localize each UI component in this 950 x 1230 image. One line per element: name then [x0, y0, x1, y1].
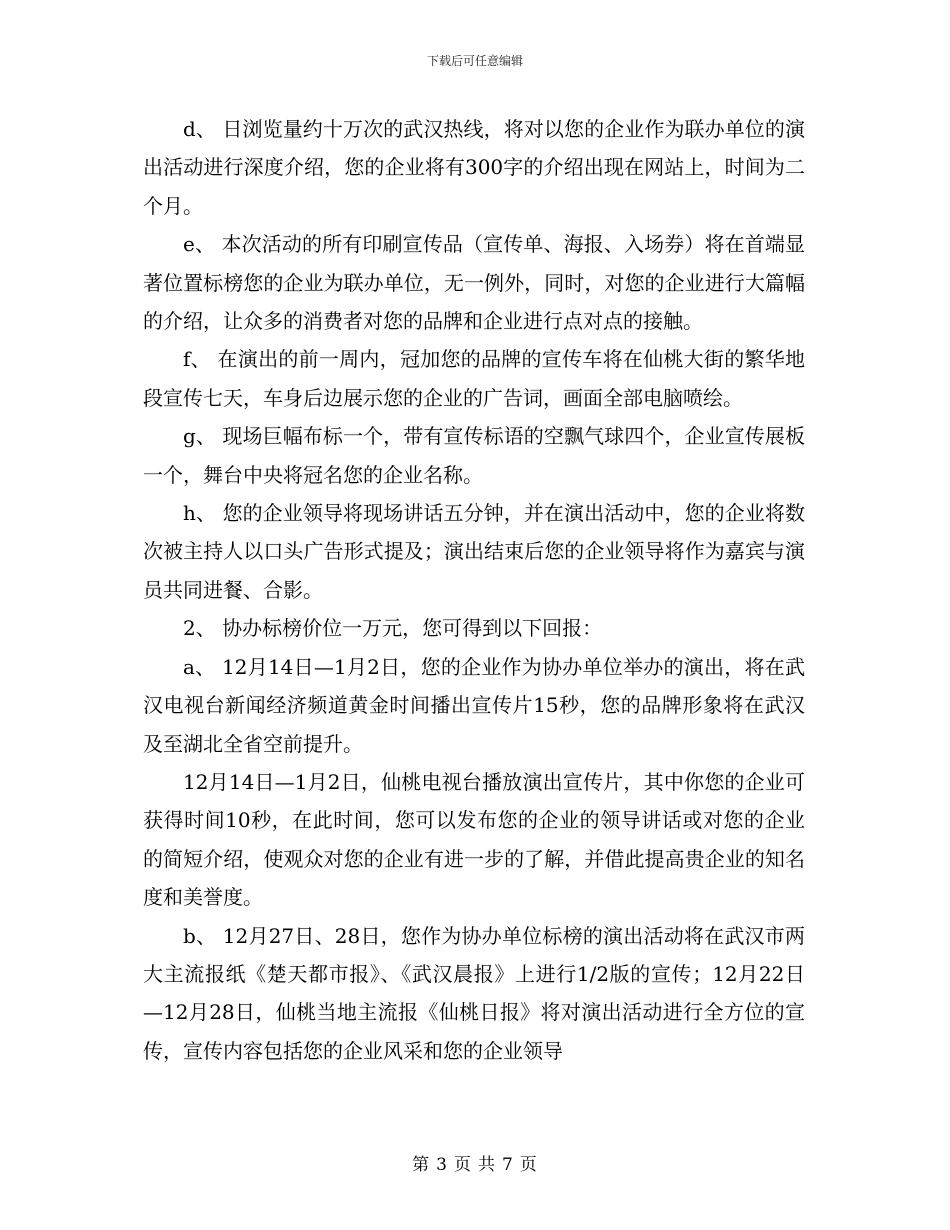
page-header: 下载后可任意编辑 [426, 54, 523, 68]
footer-total-pages: 7 [502, 1155, 514, 1175]
paragraph-section-2: 2、 协办标榜价位一万元，您可得到以下回报： [183, 616, 603, 641]
document-body [143, 110, 805, 1070]
paragraph-h: h、 您的企业领导将现场讲话五分钟，并在演出活动中，您的企业将数次被主持人以口头广告形式提及；演出结束后您的企业领导将作为嘉宾与演员共同进餐、合影。 [143, 501, 805, 602]
paragraph-a: a、 12月14日—1月2日，您的企业作为协办单位举办的演出，将在武汉电视台新闻经济频道黄金时间播出宣传片15秒，您的品牌形象将在武汉及至湖北全省空前提升。 [143, 654, 805, 756]
footer-label-total: 共 [478, 1155, 496, 1175]
paragraph-d: d、 日浏览量约十万次的武汉热线，将对以您的企业作为联办单位的演出活动进行深度介绍，您的企业将有300字的介绍出现在网站上，时间为二个月。 [143, 117, 805, 218]
paragraph-e: e、 本次活动的所有印刷宣传品（宣传单、海报、入场券）将在首端显著位置标榜您的企业为联办单位，无一例外，同时，对您的企业进行大篇幅的介绍，让众多的消费者对您的品牌和企业进行点对点的接触。 [143, 232, 805, 334]
footer-label-page-unit: 页 [454, 1155, 472, 1175]
page-footer [0, 1154, 950, 1176]
paragraph-b: b、 12月27日、28日，您作为协办单位标榜的演出活动将在武汉市两大主流报纸《楚天都市报》、《武汉晨报》上进行1/2版的宣传；12月22日—12月28日，仙桃当地主流报《仙桃日报》将对演出活动进行全方位的宣传，宣传内容包括您的企业风采和您的企业领导 [143, 923, 805, 1063]
paragraph-a-continued: 12月14日—1月2日，仙桃电视台播放演出宣传片，其中你您的企业可获得时间10秒，在此时间，您可以发布您的企业的领导讲话或对您的企业的简短介绍，使观众对您的企业有进一步的了解，并借此提高贵企业的知名度和美誉度。 [143, 769, 805, 910]
footer-label-total-unit: 页 [519, 1155, 538, 1175]
footer-label-page: 第 [412, 1155, 431, 1175]
paragraph-f: f、 在演出的前一周内，冠加您的品牌的宣传车将在仙桃大街的繁华地段宣传七天，车身后边展示您的企业的广告词，画面全部电脑喷绘。 [143, 347, 805, 410]
paragraph-g: g、 现场巨幅布标一个，带有宣传标语的空飘气球四个，企业宣传展板一个，舞台中央将冠名您的企业名称。 [143, 424, 805, 487]
footer-current-page: 3 [436, 1155, 448, 1175]
